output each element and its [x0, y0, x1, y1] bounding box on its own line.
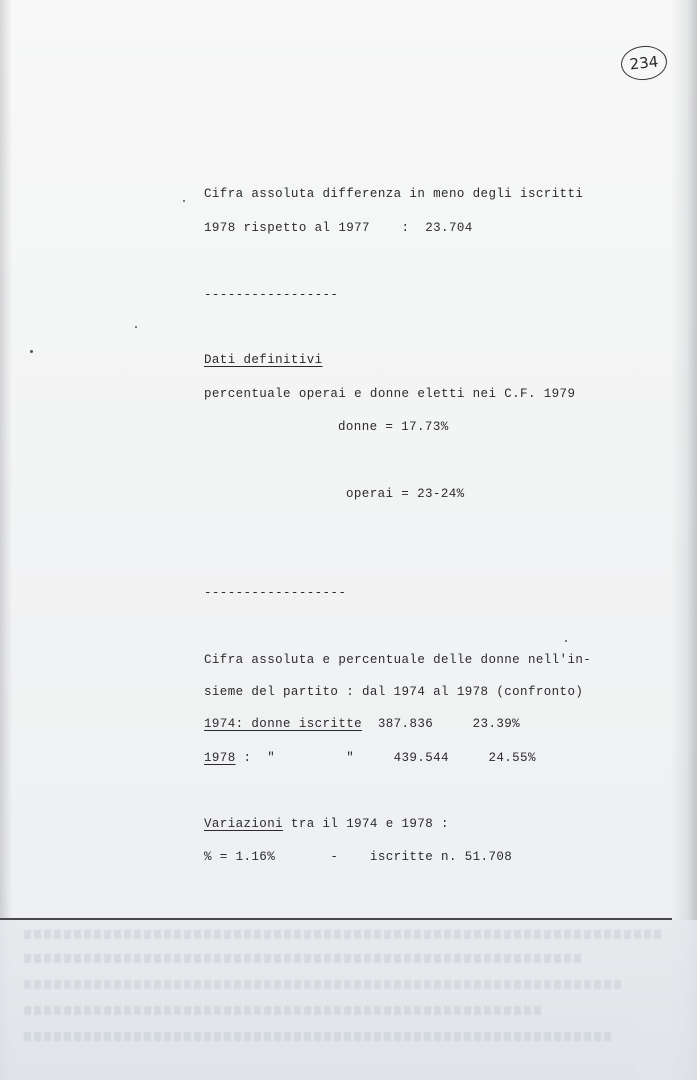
table-row-1978 — [204, 750, 536, 766]
bleed-through-text — [24, 930, 664, 939]
separator-line-2: ------------------ — [204, 586, 347, 600]
paper-speck — [183, 200, 185, 202]
row-1978-label: 1978 — [204, 751, 236, 765]
text-line-difference: Cifra assoluta differenza in meno degli iscritti — [204, 187, 584, 201]
bleed-through-text — [24, 1006, 544, 1015]
separator-line-1: ----------------- — [204, 288, 339, 302]
text-line-donne-percent: donne = 17.73% — [338, 420, 449, 434]
text-line-operai-percent: operai = 23-24% — [346, 487, 465, 501]
text-line-1978-vs-1977: 1978 rispetto al 1977 : 23.704 — [204, 221, 473, 235]
heading-dati-definitivi: Dati definitivi — [204, 353, 323, 367]
text-line-variazioni — [204, 816, 449, 832]
row-1978-values: : " " 439.544 24.55% — [235, 751, 536, 765]
bleed-through-text — [24, 954, 584, 963]
variazioni-label: Variazioni — [204, 817, 284, 831]
row-1974-label: 1974: donne iscritte — [204, 717, 363, 731]
variazioni-rest: tra il 1974 e 1978 : — [283, 817, 449, 831]
text-line-variation-values: % = 1.16% - iscritte n. 51.708 — [204, 850, 513, 864]
paper-speck — [565, 640, 567, 642]
paper-speck — [30, 350, 33, 353]
page-right-edge-shadow — [671, 0, 697, 1080]
text-line-cifra-assoluta-donne: Cifra assoluta e percentuale delle donne nell'in- — [204, 653, 592, 667]
page-number-stamp: 234 — [619, 44, 668, 83]
bleed-through-text — [24, 1032, 614, 1041]
bleed-through-text — [24, 980, 624, 989]
table-row-1974 — [204, 716, 520, 732]
row-1974-values: 387.836 23.39% — [362, 717, 521, 731]
text-line-percentuale-operai-donne: percentuale operai e donne eletti nei C.F. 1979 — [204, 387, 576, 401]
paper-speck — [135, 326, 137, 328]
bleed-through-strip — [0, 920, 697, 1080]
text-line-insieme-partito: sieme del partito : dal 1974 al 1978 (confronto) — [204, 685, 584, 699]
